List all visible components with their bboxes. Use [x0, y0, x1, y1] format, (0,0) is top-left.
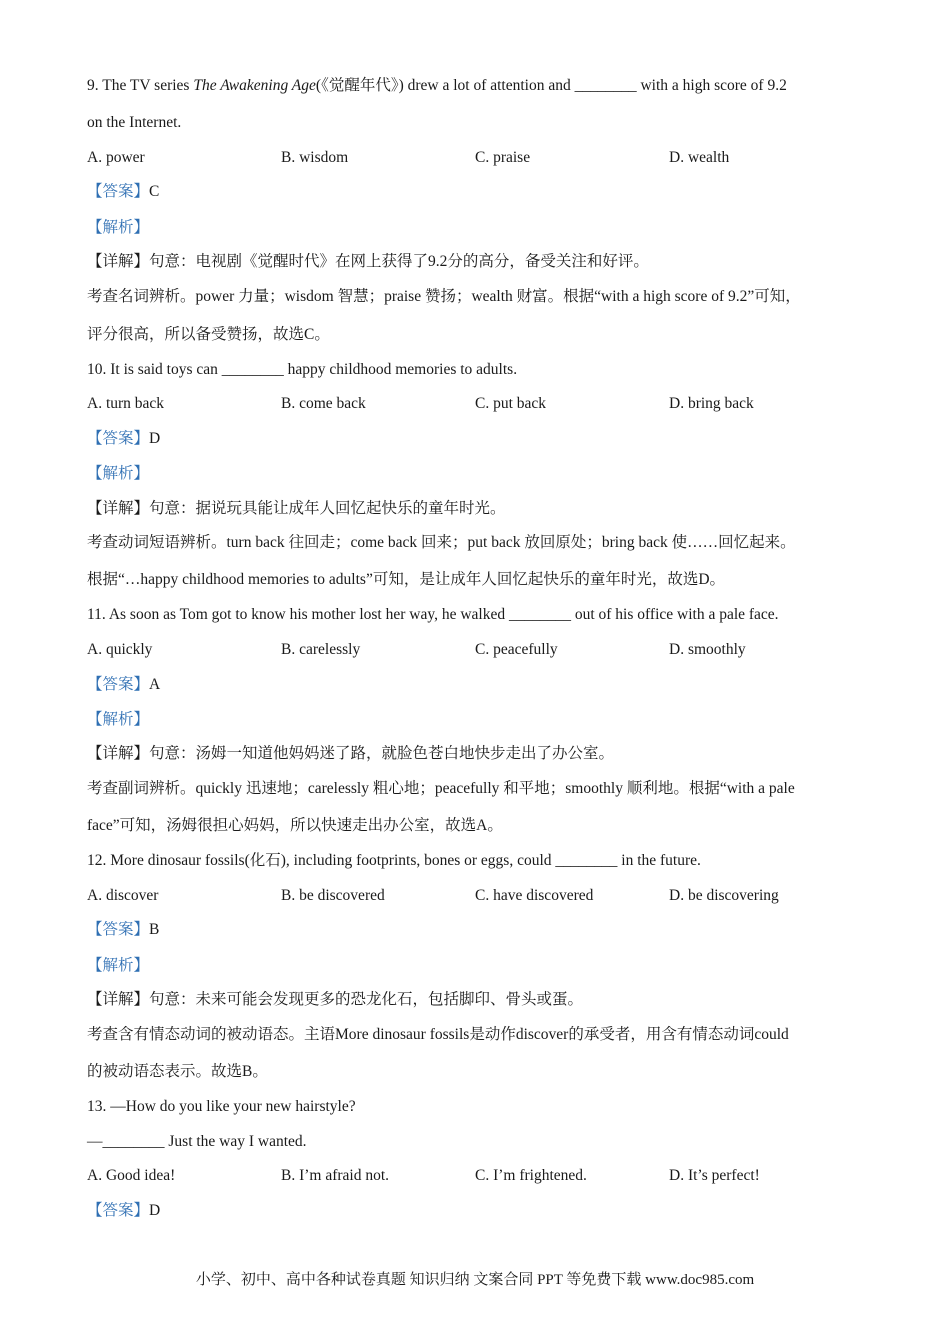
- answer-tag: 【答案】: [87, 676, 150, 693]
- answer-tag: 【答案】: [87, 921, 150, 938]
- question-10-explain-2: 根据“…happy childhood memories to adults”可知，是让成年人回忆起快乐的童年时光，故选D。: [87, 571, 726, 588]
- question-9-analysis-tag: 【解析】: [87, 219, 150, 236]
- option-a: A. power: [87, 149, 145, 166]
- question-11-options: [87, 640, 867, 660]
- answer-tag: 【答案】: [87, 1202, 150, 1219]
- option-a: A. discover: [87, 887, 159, 904]
- question-12-explain-2: 的被动语态表示。故选B。: [87, 1063, 268, 1080]
- question-13-stem: 13. —How do you like your new hairstyle?: [87, 1098, 356, 1115]
- option-a: A. Good idea!: [87, 1167, 176, 1184]
- question-12-analysis-tag: 【解析】: [87, 957, 150, 974]
- option-a: A. turn back: [87, 395, 165, 412]
- option-b: B. come back: [281, 395, 366, 412]
- question-12-answer: [87, 920, 159, 940]
- answer-value: D: [149, 1202, 161, 1219]
- option-c: C. put back: [475, 395, 547, 412]
- footer-text: 小学、初中、高中各种试卷真题 知识归纳 文案合同 PPT 等免费下载 www.doc985.com: [195, 1272, 755, 1288]
- option-b: B. carelessly: [281, 641, 361, 658]
- question-12-options: [87, 886, 867, 906]
- question-12-stem: 12. More dinosaur fossils(化石), including footprints, bones or eggs, could ________ in the future.: [87, 852, 701, 869]
- question-9-detail: 【详解】句意：电视剧《觉醒时代》在网上获得了9.2分的高分，备受关注和好评。: [87, 253, 649, 270]
- option-b: B. I’m afraid not.: [281, 1167, 390, 1184]
- answer-value: C: [149, 183, 160, 200]
- question-10-options: [87, 394, 867, 414]
- question-13-stem-cont: —________ Just the way I wanted.: [87, 1133, 307, 1150]
- detail-tag: 【详解】: [87, 253, 150, 270]
- option-c: C. have discovered: [475, 887, 594, 904]
- question-9-explain-2: 评分很高，所以备受赞扬，故选C。: [87, 326, 330, 343]
- series-title: The Awakening Age: [193, 77, 316, 94]
- answer-value: A: [149, 676, 161, 693]
- question-10-analysis-tag: 【解析】: [87, 465, 150, 482]
- question-11-analysis-tag: 【解析】: [87, 711, 150, 728]
- question-9-options: [87, 148, 867, 168]
- question-10-detail: 【详解】句意：据说玩具能让成年人回忆起快乐的童年时光。: [87, 500, 506, 517]
- option-c: C. praise: [475, 149, 531, 166]
- detail-tag: 【详解】: [87, 745, 150, 762]
- question-11-answer: [87, 675, 160, 695]
- question-11-explain-1: 考查副词辨析。quickly 迅速地；carelessly 粗心地；peacefully 和平地；smoothly 顺利地。根据“with a pale: [87, 780, 795, 797]
- question-11-explain-2: face”可知，汤姆很担心妈妈，所以快速走出办公室，故选A。: [87, 817, 503, 834]
- question-9-explain-1: 考查名词辨析。power 力量；wisdom 智慧；praise 赞扬；wealth 财富。根据“with a high score of 9.2”可知，: [87, 288, 801, 305]
- question-11-detail: 【详解】句意：汤姆一知道他妈妈迷了路，就脸色苍白地快步走出了办公室。: [87, 745, 615, 762]
- option-d: D. be discovering: [669, 887, 779, 904]
- option-d: D. smoothly: [669, 641, 746, 658]
- option-d: D. wealth: [669, 149, 730, 166]
- question-13-options: [87, 1166, 867, 1186]
- answer-tag: 【答案】: [87, 430, 150, 447]
- detail-tag: 【详解】: [87, 500, 150, 517]
- question-9-stem: 9. The TV series The Awakening Age(《觉醒年代》) drew a lot of attention and ________ with a high score of 9.2: [87, 77, 787, 94]
- option-a: A. quickly: [87, 641, 153, 658]
- detail-tag: 【详解】: [87, 991, 150, 1008]
- option-d: D. bring back: [669, 395, 754, 412]
- option-b: B. wisdom: [281, 149, 349, 166]
- question-12-detail: 【详解】句意：未来可能会发现更多的恐龙化石，包括脚印、骨头或蛋。: [87, 991, 584, 1008]
- option-c: C. peacefully: [475, 641, 558, 658]
- question-10-stem: 10. It is said toys can ________ happy childhood memories to adults.: [87, 361, 518, 378]
- question-9-answer: [87, 182, 159, 202]
- answer-value: D: [149, 430, 161, 447]
- question-10-answer: [87, 429, 160, 449]
- option-b: B. be discovered: [281, 887, 385, 904]
- question-12-explain-1: 考查含有情态动词的被动语态。主语More dinosaur fossils是动作discover的承受者，用含有情态动词could: [87, 1026, 789, 1043]
- answer-value: B: [149, 921, 160, 938]
- option-d: D. It’s perfect!: [669, 1167, 760, 1184]
- option-c: C. I’m frightened.: [475, 1167, 587, 1184]
- question-10-explain-1: 考查动词短语辨析。turn back 往回走；come back 回来；put back 放回原处；bring back 使……回忆起来。: [87, 534, 796, 551]
- question-13-answer: [87, 1201, 160, 1221]
- question-9-stem-cont: on the Internet.: [87, 114, 182, 131]
- question-11-stem: 11. As soon as Tom got to know his mother lost her way, he walked ________ out of his office with a pale face.: [87, 606, 779, 623]
- answer-tag: 【答案】: [87, 183, 150, 200]
